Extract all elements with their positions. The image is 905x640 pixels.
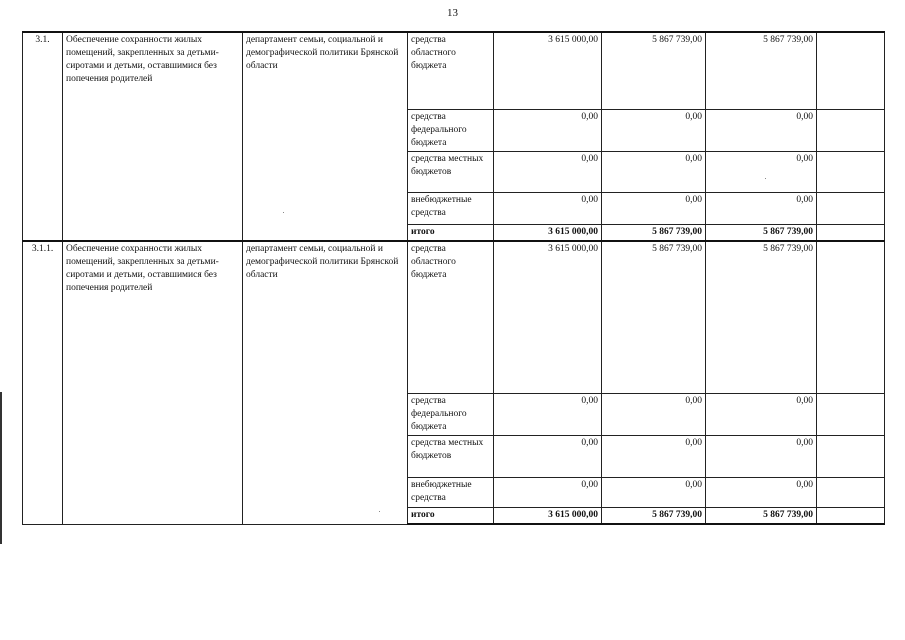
value-cell: 5 867 739,00 bbox=[602, 241, 706, 394]
empty-cell bbox=[817, 109, 885, 151]
empty-cell bbox=[817, 32, 885, 109]
value-cell: 0,00 bbox=[602, 394, 706, 436]
value-cell: 0,00 bbox=[602, 151, 706, 192]
value-cell: 3 615 000,00 bbox=[494, 32, 602, 109]
table-row bbox=[23, 32, 885, 109]
empty-cell bbox=[817, 436, 885, 478]
value-cell: 0,00 bbox=[706, 394, 817, 436]
empty-cell bbox=[817, 241, 885, 394]
value-cell: 0,00 bbox=[706, 192, 817, 224]
total-label: итого bbox=[408, 508, 494, 525]
value-cell: 0,00 bbox=[706, 478, 817, 508]
item-description: Обеспечение сохранности жилых помещений, закрепленных за детьми-сиротами и детьми, оставшимися без попечения родителей bbox=[63, 32, 243, 241]
item-description: Обеспечение сохранности жилых помещений, закрепленных за детьми-сиротами и детьми, оставшимися без попечения родителей bbox=[63, 241, 243, 525]
value-cell: 5 867 739,00 bbox=[706, 32, 817, 109]
funding-source: средства областного бюджета bbox=[408, 32, 494, 109]
funding-source: средства областного бюджета bbox=[408, 241, 494, 394]
value-cell: 0,00 bbox=[494, 436, 602, 478]
item-index: 3.1.1. bbox=[23, 241, 63, 525]
funding-source: средства местных бюджетов bbox=[408, 436, 494, 478]
funding-source: средства федерального бюджета bbox=[408, 394, 494, 436]
item-index: 3.1. bbox=[23, 32, 63, 241]
item-executor: департамент семьи, социальной и демографической политики Брянской области bbox=[243, 32, 408, 241]
value-cell: 5 867 739,00 bbox=[602, 32, 706, 109]
value-cell: 0,00 bbox=[602, 109, 706, 151]
value-cell: 5 867 739,00 bbox=[706, 241, 817, 394]
page-number: 13 bbox=[447, 7, 458, 19]
total-value: 3 615 000,00 bbox=[494, 224, 602, 241]
budget-table bbox=[22, 31, 885, 525]
value-cell: 0,00 bbox=[706, 109, 817, 151]
funding-source: внебюджетные средства bbox=[408, 478, 494, 508]
value-cell: 0,00 bbox=[494, 192, 602, 224]
total-label: итого bbox=[408, 224, 494, 241]
total-value: 5 867 739,00 bbox=[706, 224, 817, 241]
value-cell: 0,00 bbox=[494, 394, 602, 436]
empty-cell bbox=[817, 224, 885, 241]
value-cell: 0,00 bbox=[706, 436, 817, 478]
item-executor: департамент семьи, социальной и демографической политики Брянской области bbox=[243, 241, 408, 525]
scan-speck bbox=[379, 511, 380, 512]
total-value: 5 867 739,00 bbox=[602, 224, 706, 241]
empty-cell bbox=[817, 508, 885, 525]
funding-source: средства местных бюджетов bbox=[408, 151, 494, 192]
table-row bbox=[23, 241, 885, 394]
empty-cell bbox=[817, 478, 885, 508]
total-value: 5 867 739,00 bbox=[602, 508, 706, 525]
value-cell: 3 615 000,00 bbox=[494, 241, 602, 394]
value-cell: 0,00 bbox=[602, 478, 706, 508]
value-cell: 0,00 bbox=[494, 109, 602, 151]
scan-speck bbox=[283, 212, 284, 213]
empty-cell bbox=[817, 151, 885, 192]
funding-source: средства федерального бюджета bbox=[408, 109, 494, 151]
value-cell: 0,00 bbox=[602, 436, 706, 478]
value-cell: 0,00 bbox=[494, 151, 602, 192]
total-value: 3 615 000,00 bbox=[494, 508, 602, 525]
empty-cell bbox=[817, 394, 885, 436]
funding-source: внебюджетные средства bbox=[408, 192, 494, 224]
scan-speck bbox=[765, 178, 766, 179]
total-value: 5 867 739,00 bbox=[706, 508, 817, 525]
value-cell: 0,00 bbox=[602, 192, 706, 224]
value-cell: 0,00 bbox=[494, 478, 602, 508]
value-cell: 0,00 bbox=[706, 151, 817, 192]
empty-cell bbox=[817, 192, 885, 224]
scan-edge-mark bbox=[0, 392, 2, 544]
